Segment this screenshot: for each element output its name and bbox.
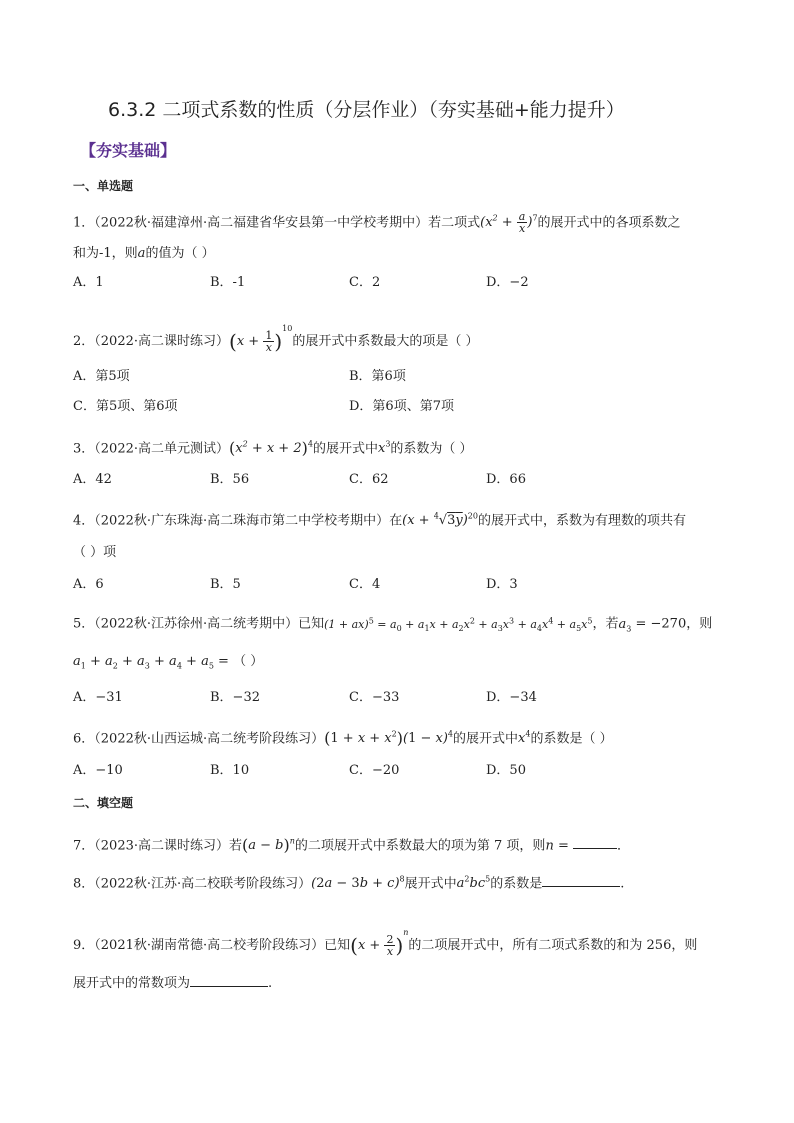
q4-option-d: D．3 [486, 577, 518, 592]
question-5-mid: ，若 [592, 616, 619, 632]
formula: (x + $\frac{2}{x}$ )$^n$ [350, 928, 409, 958]
formula: $x^4$ [518, 730, 531, 747]
question-3 [73, 437, 473, 457]
q5-option-c: C．−33 [349, 690, 400, 705]
formula: $(2a - 3b + c)^8$ [311, 875, 405, 892]
q3-option-d: D．66 [486, 472, 526, 487]
q2-option-d: D．第6项、第7项 [349, 399, 454, 414]
q2-option-a: A．第5项 [73, 369, 130, 384]
formula: (x + $\frac{1}{x}$ )$^{10}$ [229, 324, 293, 354]
section-label: 【夯实基础】 [80, 141, 177, 160]
question-6 [73, 727, 613, 747]
question-5-end: ，则 [686, 616, 713, 632]
question-4-prefix: 4．（2022秋·广东珠海·高二珠海市第二中学校考期中）在 [73, 513, 403, 529]
answer-blank[interactable] [573, 836, 617, 849]
page-title: 6.3.2 二项式系数的性质（分层作业）（夯实基础+能力提升） [108, 99, 625, 121]
formula: n [545, 838, 554, 854]
question-9-line1 [73, 925, 697, 957]
question-8 [73, 872, 624, 892]
formula: $(1 + x + x^2)(1 - x)^4$ [324, 728, 453, 748]
question-4-line2: （ ）项 [73, 545, 117, 560]
question-9-line2-text: 展开式中的常数项为 [73, 976, 191, 991]
q1-option-c: C．2 [349, 275, 381, 290]
question-8-suffix: 展开式中 [404, 876, 457, 892]
question-2-prefix: 2．（2022·高二课时练习） [73, 334, 229, 349]
question-6-suffix2: 的系数是（ ） [530, 731, 613, 747]
question-5-line2 [73, 654, 263, 675]
formula: $(a - b)^n$ [242, 835, 295, 855]
part1-heading: 一、单选题 [73, 179, 134, 193]
question-9-tail: . [268, 976, 273, 991]
question-2-suffix: 的展开式中系数最大的项是（ ） [292, 334, 479, 349]
question-7-tail: ． [616, 838, 630, 854]
q3-option-b: B．56 [210, 472, 250, 487]
q6-option-c: C．−20 [349, 763, 400, 778]
question-5-line2-end: = （ ） [213, 654, 264, 669]
question-1-suffix: 的展开式中的各项系数之 [537, 215, 681, 231]
question-3-suffix: 的展开式中 [312, 441, 378, 457]
question-2 [73, 321, 478, 353]
q1-option-a: A．1 [73, 275, 104, 290]
q2-option-b: B．第6项 [349, 369, 406, 384]
formula: $(x^2 + x + 2)^4$ [229, 438, 313, 458]
question-7-end: = [553, 838, 573, 854]
question-9-suffix: 的二项展开式中，所有二项式系数的和为 256，则 [408, 938, 698, 953]
q6-option-a: A．−10 [73, 763, 123, 778]
formula: ($x^2$ + $\frac{a}{x}$ )$^7$ [480, 210, 538, 236]
question-9-line2 [73, 974, 272, 992]
q1-option-b: B．-1 [210, 275, 246, 290]
formula: $(x + ^4√3y)^{20}$ [402, 512, 478, 529]
q4-option-c: C．4 [349, 577, 381, 592]
q4-option-a: A．6 [73, 577, 104, 592]
question-6-suffix: 的展开式中 [453, 731, 519, 747]
q5-option-d: D．−34 [486, 690, 537, 705]
q5-option-a: A．−31 [73, 690, 123, 705]
q6-option-b: B．10 [210, 763, 250, 778]
question-1-prefix: 1．（2022秋·福建漳州·高二福建省华安县第一中学校考期中）若二项式 [73, 215, 481, 231]
q3-option-c: C．62 [349, 472, 389, 487]
question-1-line2-end: 的值为（ ） [145, 246, 215, 261]
question-4-suffix: 的展开式中，系数为有理数的项共有 [477, 513, 686, 529]
q4-option-b: B．5 [210, 577, 241, 592]
question-5-mid-eq: = −270 [631, 616, 687, 632]
question-1-line2-text: 和为-1，则 [73, 246, 138, 261]
q2-option-c: C．第5项、第6项 [73, 399, 178, 414]
question-1-line2 [73, 246, 215, 262]
question-5-line1 [73, 613, 712, 637]
formula: $(1 + ax)^5 = a_0 + a_1x + a_2x^2 + a_3x^3 + a_4x^4 + a_5x^5$ [324, 616, 593, 633]
formula: $x^3$ [377, 440, 391, 457]
formula: $a_1 + a_2 + a_3 + a_4 + a_5$ [73, 654, 214, 671]
q5-option-b: B．−32 [210, 690, 260, 705]
question-7 [73, 834, 630, 854]
q3-option-a: A．42 [73, 472, 112, 487]
question-8-prefix: 8．（2022秋·江苏·高二校联考阶段练习） [73, 876, 312, 892]
question-1-line1 [73, 211, 681, 234]
question-9-prefix: 9．（2021秋·湖南常德·高二校考阶段练习）已知 [73, 938, 351, 953]
q1-option-d: D．−2 [486, 275, 529, 290]
question-4-line1 [73, 509, 686, 529]
answer-blank[interactable] [542, 874, 620, 887]
question-8-suffix2: 的系数是 [490, 876, 543, 892]
answer-blank[interactable] [190, 974, 268, 987]
formula: a [137, 246, 146, 261]
question-8-tail: . [620, 876, 625, 892]
formula: $a^2bc^5$ [456, 875, 491, 892]
formula: $a_3$ [618, 616, 632, 634]
question-5-prefix: 5．（2022秋·江苏徐州·高二统考期中）已知 [73, 616, 325, 632]
part2-heading: 二、填空题 [73, 796, 134, 810]
q6-option-d: D．50 [486, 763, 526, 778]
question-3-suffix2: 的系数为（ ） [390, 441, 473, 457]
question-6-prefix: 6．（2022秋·山西运城·高二统考阶段练习） [73, 731, 325, 747]
question-3-prefix: 3．（2022·高二单元测试） [73, 441, 229, 457]
question-7-prefix: 7．（2023·高二课时练习）若 [73, 838, 242, 854]
question-7-suffix: 的二项展开式中系数最大的项为第 7 项，则 [294, 838, 546, 854]
